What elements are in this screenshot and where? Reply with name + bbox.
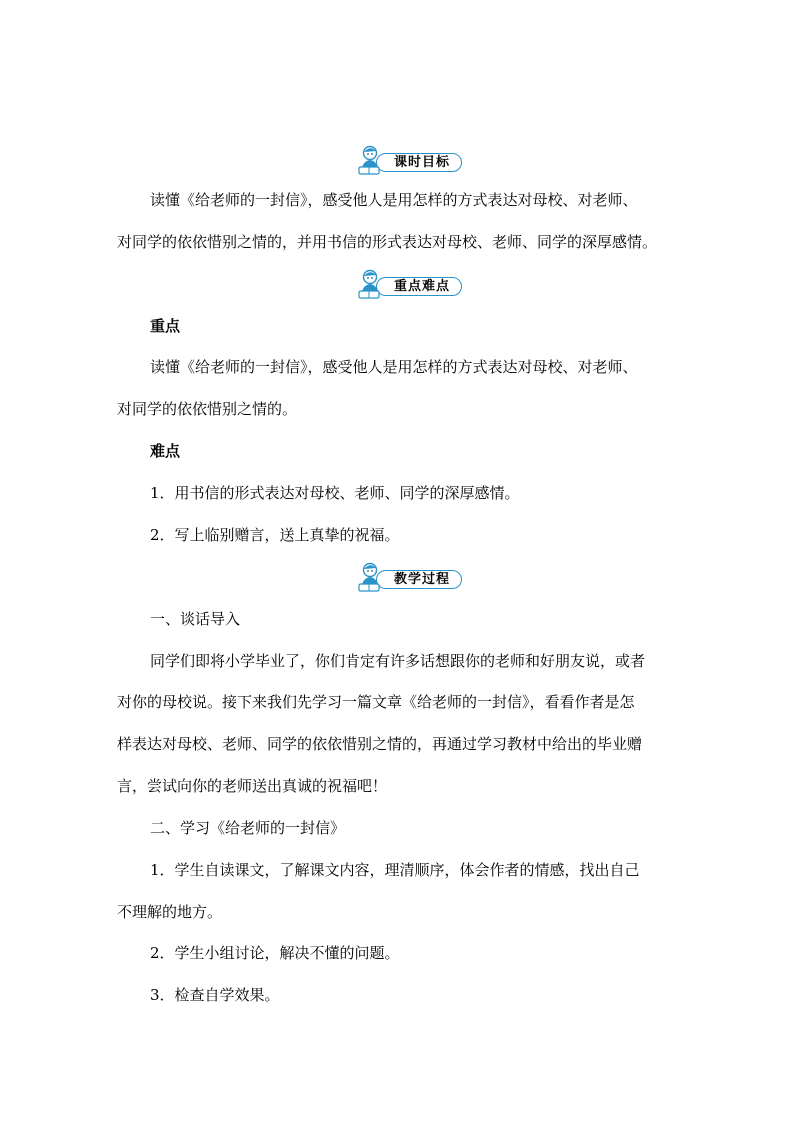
section-badge-keypoints bbox=[356, 269, 466, 301]
difficulty-item-2: 2．写上临别赠言，送上真挚的祝福。 bbox=[150, 526, 400, 544]
badge-title: 教学过程 bbox=[393, 572, 450, 587]
part1-line-2: 对你的母校说。接下来我们先学习一篇文章《给老师的一封信》，看看作者是怎 bbox=[117, 693, 635, 711]
step1-line-2: 不理解的地方。 bbox=[117, 903, 223, 921]
key-line-1: 读懂《给老师的一封信》，感受他人是用怎样的方式表达对母校、对老师、 bbox=[150, 358, 638, 376]
difficulty-heading: 难点 bbox=[150, 442, 181, 460]
section-badge-process bbox=[356, 562, 466, 594]
part1-line-3: 样表达对母校、老师、同学的依依惜别之情的，再通过学习教材中给出的毕业赠 bbox=[117, 735, 643, 753]
badge-title: 课时目标 bbox=[393, 155, 450, 170]
part1-line-4: 言，尝试向你的老师送出真诚的祝福吧！ bbox=[117, 777, 388, 795]
part2-heading: 二、学习《给老师的一封信》 bbox=[150, 819, 346, 837]
badge-title: 重点难点 bbox=[393, 279, 450, 294]
section-badge-objectives bbox=[356, 145, 466, 177]
objectives-line-2: 对同学的依依惜别之情的，并用书信的形式表达对母校、老师、同学的深厚感情。 bbox=[117, 233, 658, 251]
step3: 3．检查自学效果。 bbox=[150, 986, 280, 1004]
step2: 2．学生小组讨论，解决不懂的问题。 bbox=[150, 944, 400, 962]
objectives-line-1: 读懂《给老师的一封信》，感受他人是用怎样的方式表达对母校、对老师、 bbox=[150, 191, 638, 209]
step1-line-1: 1．学生自读课文，了解课文内容，理清顺序，体会作者的情感，找出自己 bbox=[150, 861, 640, 879]
key-heading: 重点 bbox=[150, 317, 181, 335]
key-line-2: 对同学的依依惜别之情的。 bbox=[117, 400, 298, 418]
difficulty-item-1: 1．用书信的形式表达对母校、老师、同学的深厚感情。 bbox=[150, 484, 520, 502]
part1-heading: 一、谈话导入 bbox=[150, 610, 241, 628]
part1-line-1: 同学们即将小学毕业了，你们肯定有许多话想跟你的老师和好朋友说，或者 bbox=[150, 652, 646, 670]
